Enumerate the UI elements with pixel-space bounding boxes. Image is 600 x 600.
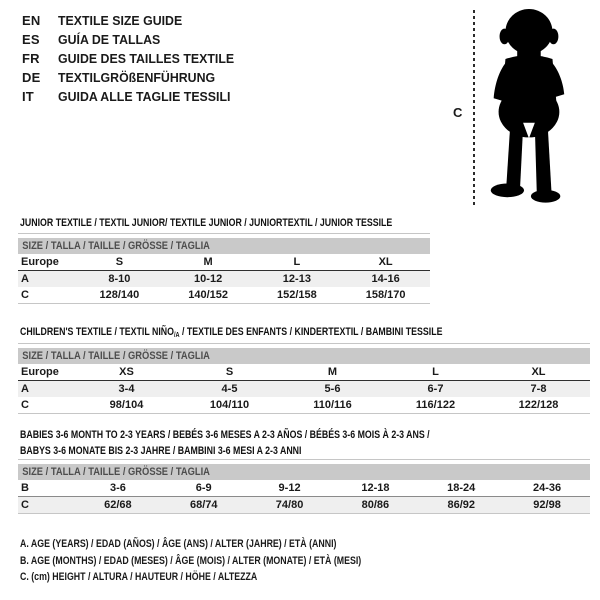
row-label: Europe (21, 256, 59, 268)
lang-title: TEXTILGRÖßENFÜHRUNG (58, 70, 216, 85)
table-cell: 7-8 (530, 383, 547, 395)
lang-title: GUIDE DES TAILLES TEXTILE (58, 51, 235, 66)
size-header-label: SIZE / TALLA / TAILLE / GRÖSSE / TAGLIA (22, 240, 210, 252)
table-cell: 12-18 (361, 482, 390, 494)
row-label: Europe (21, 366, 59, 378)
table-cell: 24-36 (532, 482, 562, 494)
table-top-rule (18, 459, 590, 460)
table-row-europe (18, 364, 590, 380)
heading-text: CHILDREN'S TEXTILE / TEXTIL NIÑO (20, 326, 174, 338)
children-size-table (18, 343, 590, 414)
table-cell: 140/152 (188, 289, 228, 301)
lang-code: ES (22, 32, 40, 47)
table-cell: 104/110 (209, 399, 250, 411)
footnote-b: B. AGE (MONTHS) / EDAD (MESES) / ÂGE (MOIS) / ALTER (MONATE) / ETÀ (MESI) (20, 554, 362, 567)
section-heading-babies (20, 427, 430, 459)
heading-line-2: BABYS 3-6 MONATE BIS 2-3 JAHRE / BAMBINI 3-6 MESI A 2-3 ANNI (20, 445, 302, 457)
row-label: B (21, 482, 29, 494)
table-cell: 5-6 (324, 383, 341, 395)
height-label-c: C (453, 105, 463, 120)
table-cell: 3-6 (109, 482, 126, 494)
table-row-europe (18, 254, 430, 270)
table-cell: S (225, 366, 234, 378)
table-cell: XS (119, 366, 134, 378)
table-top-rule (18, 343, 590, 344)
table-row-months (18, 480, 590, 496)
size-header-bar (18, 238, 430, 254)
size-header-label: SIZE / TALLA / TAILLE / GRÖSSE / TAGLIA (22, 350, 210, 362)
size-header-label: SIZE / TALLA / TAILLE / GRÖSSE / TAGLIA (22, 466, 210, 478)
table-bottom-rule (18, 513, 590, 514)
table-cell: 6-7 (427, 383, 444, 395)
row-label: C (21, 289, 29, 301)
table-cell: XL (378, 256, 393, 268)
footnote-c: C. (cm) HEIGHT / ALTURA / HAUTEUR / HÖHE / ALTEZZA (20, 571, 258, 583)
table-cell: L (293, 256, 301, 268)
table-cell: 92/98 (533, 499, 561, 511)
table-cell: S (115, 256, 124, 268)
heading-subscript: /A (173, 332, 180, 339)
table-cell: 9-12 (278, 482, 301, 494)
row-label: A (21, 383, 29, 395)
table-cell: L (432, 366, 439, 378)
table-cell: 86/92 (447, 499, 475, 511)
table-bottom-rule (18, 413, 590, 414)
heading-text: / TEXTILE DES ENFANTS / KINDERTEXTIL / BAMBINI TESSILE (179, 326, 443, 338)
lang-code: FR (22, 51, 40, 66)
table-row-height (18, 497, 590, 513)
lang-title: TEXTILE SIZE GUIDE (58, 13, 183, 28)
heading-line-1: BABIES 3-6 MONTH TO 2-3 YEARS / BEBÉS 3-6 MESES A 2-3 AÑOS / BÉBÉS 3-6 MOIS À 2-3 ANS / (20, 429, 430, 441)
table-row-age (18, 381, 590, 397)
lang-row-es (22, 30, 243, 49)
row-label: C (21, 499, 29, 511)
table-cell: 116/122 (415, 399, 456, 411)
table-bottom-rule (18, 303, 430, 304)
lang-title: GUIDA ALLE TAGLIE TESSILI (58, 89, 231, 104)
table-cell: 128/140 (99, 289, 140, 301)
language-title-list (22, 11, 243, 106)
table-cell: M (203, 256, 213, 268)
table-cell: 80/86 (361, 499, 390, 511)
table-cell: 6-9 (195, 482, 212, 494)
lang-code: DE (22, 70, 41, 85)
row-label: C (21, 399, 29, 411)
section-heading-children (20, 324, 442, 344)
row-label: A (21, 273, 29, 285)
lang-code: EN (22, 13, 41, 28)
size-header-bar (18, 464, 590, 480)
size-header-bar (18, 348, 590, 364)
lang-row-de (22, 68, 243, 87)
table-cell: XL (531, 366, 546, 378)
table-cell: 68/74 (189, 499, 218, 511)
table-cell: 122/128 (518, 399, 559, 411)
table-cell: 10-12 (194, 273, 223, 285)
table-row-age (18, 271, 430, 287)
table-top-rule (18, 233, 430, 234)
table-cell: 12-13 (282, 273, 311, 285)
table-cell: 3-4 (118, 383, 135, 395)
lang-title: GUÍA DE TALLAS (58, 32, 161, 47)
table-cell: 4-5 (221, 383, 238, 395)
toddler-silhouette-icon (478, 8, 576, 209)
table-cell: 8-10 (108, 273, 131, 285)
table-cell: 98/104 (109, 399, 144, 411)
babies-size-table (18, 459, 590, 514)
junior-size-table (18, 233, 430, 304)
table-cell: 74/80 (275, 499, 304, 511)
lang-code: IT (22, 89, 34, 104)
lang-row-en (22, 11, 243, 30)
table-cell: 62/68 (104, 499, 132, 511)
table-cell: M (327, 366, 338, 378)
height-dashed-line (473, 10, 475, 208)
footnote-a: A. AGE (YEARS) / EDAD (AÑOS) / ÂGE (ANS) / ALTER (JAHRE) / ETÀ (ANNI) (20, 538, 337, 550)
table-cell: 158/170 (365, 289, 406, 301)
table-cell: 14-16 (371, 273, 400, 285)
footnote-legend (20, 536, 447, 586)
table-cell: 110/116 (313, 399, 352, 411)
table-row-height (18, 287, 430, 303)
table-cell: 18-24 (447, 482, 476, 494)
lang-row-it (22, 87, 243, 106)
table-row-height (18, 397, 590, 413)
section-heading-junior: JUNIOR TEXTILE / TEXTIL JUNIOR/ TEXTILE JUNIOR / JUNIORTEXTIL / JUNIOR TESSILE (20, 217, 393, 229)
table-cell: 152/158 (276, 289, 317, 301)
lang-row-fr (22, 49, 243, 68)
